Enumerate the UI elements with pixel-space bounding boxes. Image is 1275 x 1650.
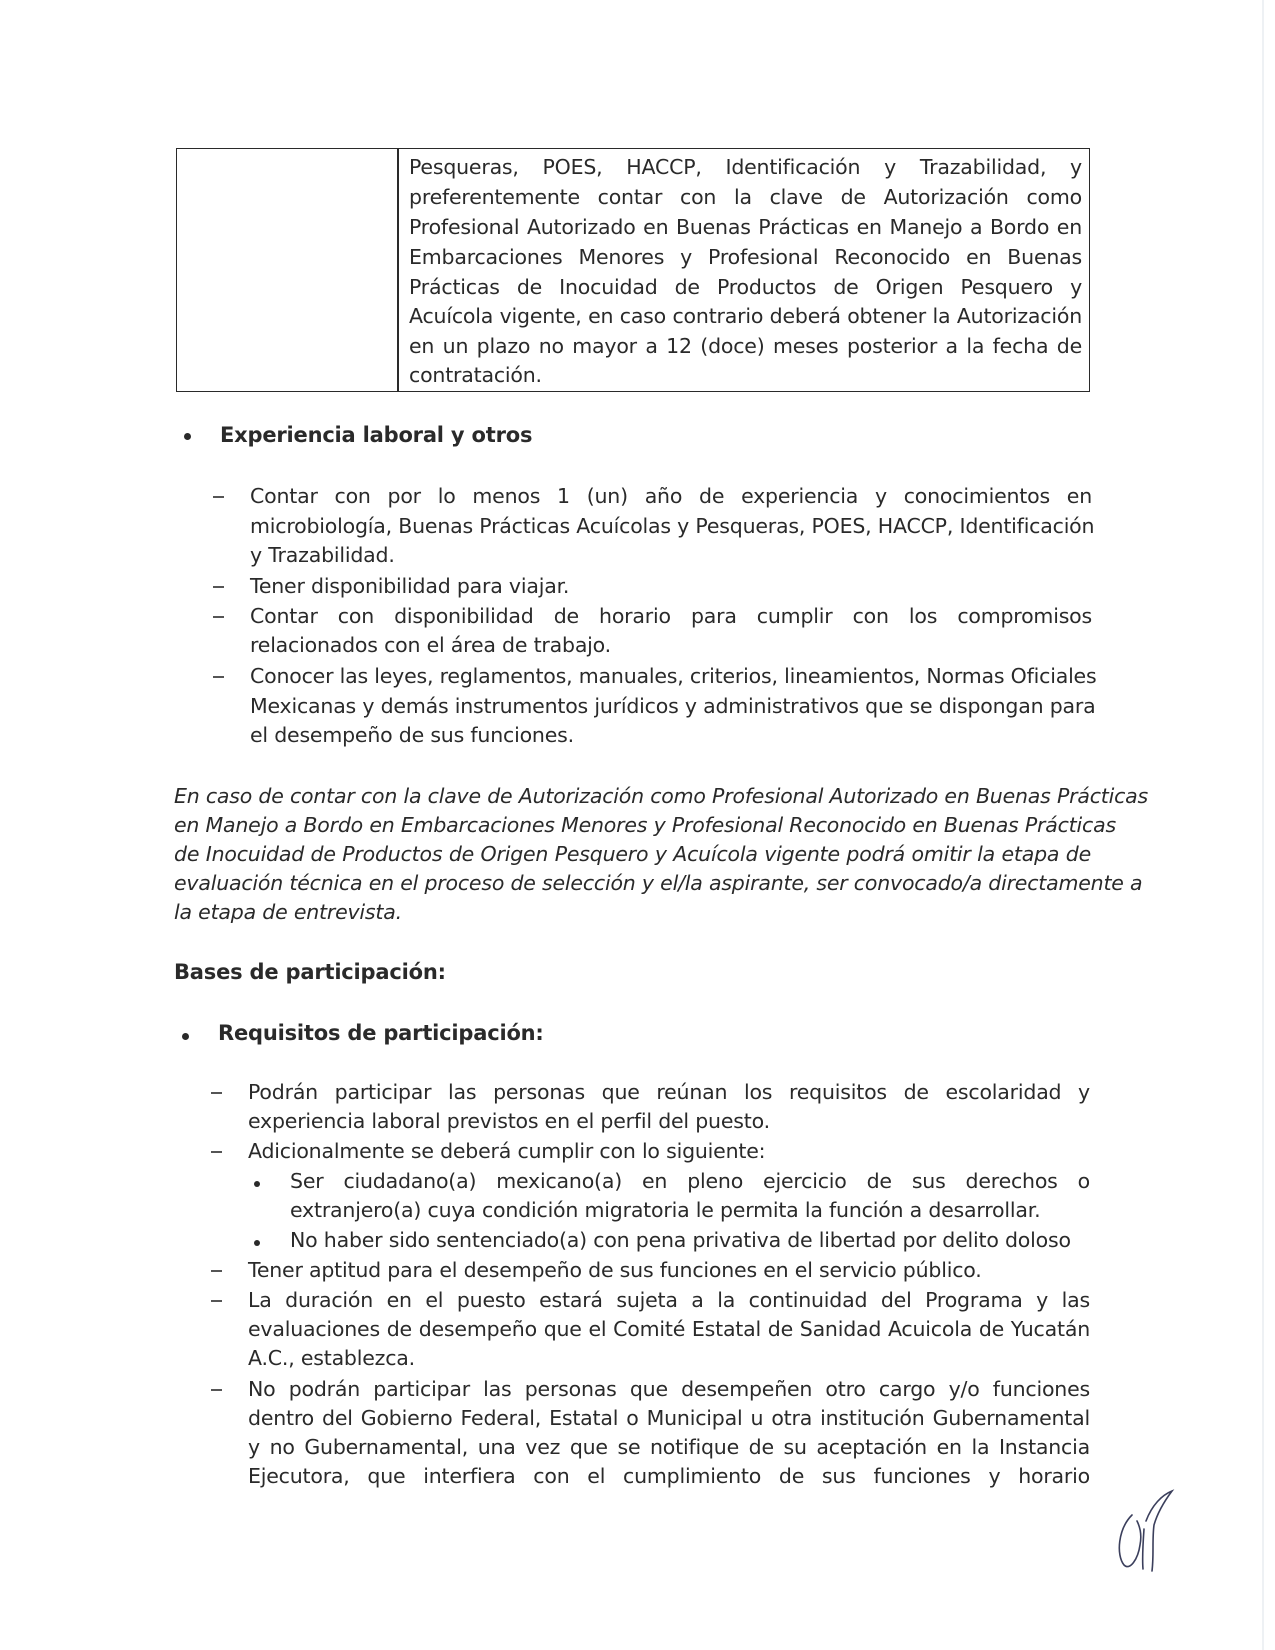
table-line: preferentemente contar con la clave de Autorización como [409,185,1082,209]
list-item-line: A.C., establezca. [248,1346,415,1370]
bullet-icon [182,1033,189,1040]
dash-icon [211,1270,222,1272]
table-line: Profesional Autorizado en Buenas Prácticas en Manejo a Bordo en [409,215,1082,239]
list-item-line: Contar con disponibilidad de horario para cumplir con los compromisos [250,604,1092,628]
section-heading-requisitos: Requisitos de participación: [218,1021,544,1045]
list-item-line: Adicionalmente se deberá cumplir con lo siguiente: [248,1139,766,1163]
bases-heading: Bases de participación: [174,960,446,984]
dash-icon [211,1151,222,1153]
table-line: Pesqueras, POES, HACCP, Identificación y Trazabilidad, y [409,155,1082,179]
table-line: contratación. [409,363,542,387]
table-column-divider [397,148,399,392]
list-item-line: Conocer las leyes, reglamentos, manuales, criterios, lineamientos, Normas Oficiales [250,664,1097,688]
note-line: de Inocuidad de Productos de Origen Pesquero y Acuícola vigente podrá omitir la etapa de [174,842,1091,866]
list-item-line: Podrán participar las personas que reúnan los requisitos de escolaridad y [248,1080,1090,1104]
list-item-line: y no Gubernamental, una vez que se notifique de su aceptación en la Instancia [248,1435,1090,1459]
dash-icon [213,586,224,588]
bullet-icon [184,433,191,440]
table-line: Embarcaciones Menores y Profesional Reconocido en Buenas [409,245,1082,269]
note-line: la etapa de entrevista. [174,900,402,924]
table-line: Acuícola vigente, en caso contrario deberá obtener la Autorización [409,304,1082,328]
sub-item-line: extranjero(a) cuya condición migratoria le permita la función a desarrollar. [290,1198,1041,1222]
note-line: evaluación técnica en el proceso de selección y el/la aspirante, ser convocado/a directamente a [174,871,1143,895]
sub-item-line: Ser ciudadano(a) mexicano(a) en pleno ejercicio de sus derechos o [290,1169,1090,1193]
sub-bullet-icon [254,1181,260,1187]
list-item-line: dentro del Gobierno Federal, Estatal o Municipal u otra institución Gubernamental [248,1406,1090,1430]
dash-icon [211,1300,222,1302]
list-item-line: y Trazabilidad. [250,543,395,567]
note-line: en Manejo a Bordo en Embarcaciones Menores y Profesional Reconocido en Buenas Prácticas [174,813,1116,837]
dash-icon [211,1092,222,1094]
list-item-line: Ejecutora, que interfiera con el cumplimiento de sus funciones y horario [248,1464,1090,1488]
note-line: En caso de contar con la clave de Autorización como Profesional Autorizado en Buenas Prácticas [174,784,1149,808]
list-item-line: Tener aptitud para el desempeño de sus funciones en el servicio público. [248,1258,982,1282]
table-line: Prácticas de Inocuidad de Productos de Origen Pesquero y [409,275,1082,299]
section-heading-experiencia: Experiencia laboral y otros [220,423,533,447]
list-item-line: Mexicanas y demás instrumentos jurídicos y administrativos que se dispongan para [250,694,1096,718]
list-item-line: Tener disponibilidad para viajar. [250,574,570,598]
list-item-line: el desempeño de sus funciones. [250,723,574,747]
dash-icon [211,1389,222,1391]
dash-icon [213,676,224,678]
list-item-line: microbiología, Buenas Prácticas Acuícolas y Pesqueras, POES, HACCP, Identificación [250,514,1095,538]
table-line: en un plazo no mayor a 12 (doce) meses posterior a la fecha de [409,334,1082,358]
list-item-line: Contar con por lo menos 1 (un) año de experiencia y conocimientos en [250,484,1092,508]
sub-bullet-icon [254,1240,260,1246]
dash-icon [213,616,224,618]
list-item-line: relacionados con el área de trabajo. [250,633,611,657]
handwritten-initials [1110,1485,1180,1575]
list-item-line: No podrán participar las personas que desempeñen otro cargo y/o funciones [248,1377,1090,1401]
list-item-line: experiencia laboral previstos en el perfil del puesto. [248,1109,770,1133]
sub-item-line: No haber sido sentenciado(a) con pena privativa de libertad por delito doloso [290,1228,1071,1252]
list-item-line: evaluaciones de desempeño que el Comité Estatal de Sanidad Acuicola de Yucatán [248,1317,1090,1341]
list-item-line: La duración en el puesto estará sujeta a la continuidad del Programa y las [248,1288,1090,1312]
dash-icon [213,496,224,498]
